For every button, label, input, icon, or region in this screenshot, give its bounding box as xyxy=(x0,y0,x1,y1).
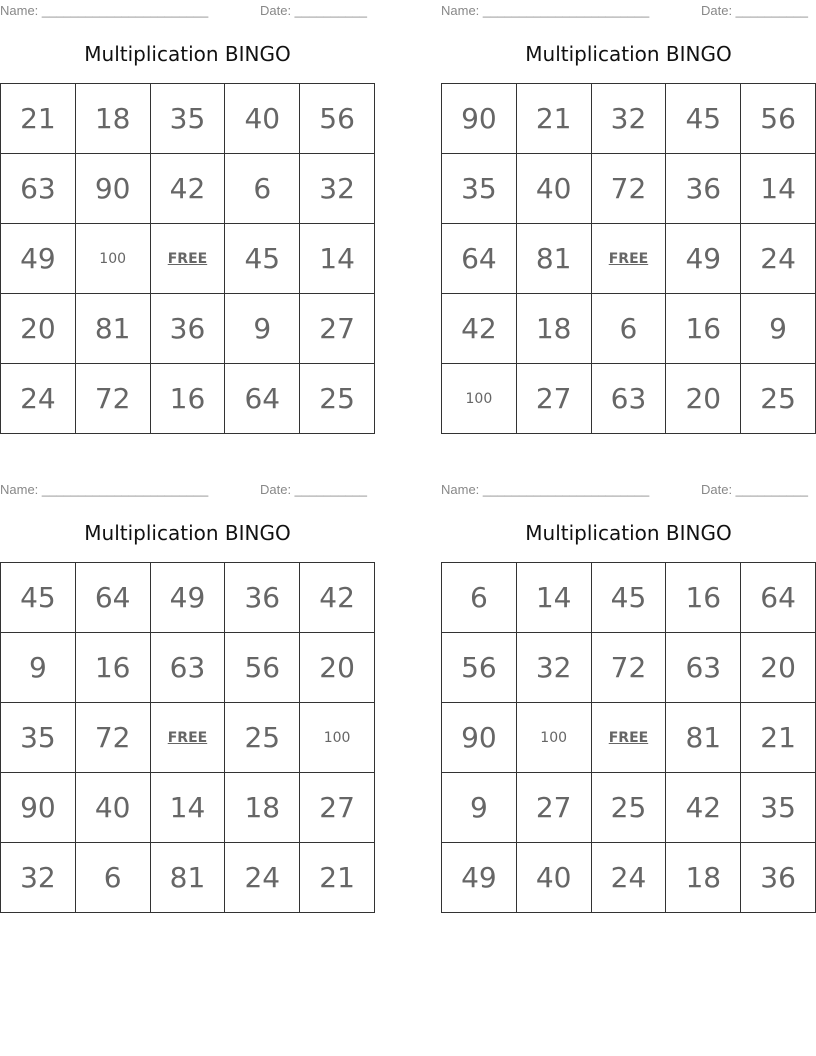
bingo-grid xyxy=(0,562,375,913)
card-title: Multiplication BINGO xyxy=(525,42,732,66)
free-space[interactable]: FREE xyxy=(150,703,225,773)
bingo-cell[interactable]: 63 xyxy=(1,154,76,224)
name-field[interactable]: Name: _______________________ xyxy=(0,3,209,18)
name-field[interactable]: Name: _______________________ xyxy=(441,3,650,18)
bingo-cell[interactable]: 64 xyxy=(75,563,150,633)
bingo-cell[interactable]: 18 xyxy=(75,84,150,154)
name-field[interactable]: Name: _______________________ xyxy=(441,482,650,497)
bingo-row xyxy=(442,294,816,364)
bingo-cell[interactable]: 27 xyxy=(300,294,375,364)
bingo-grid xyxy=(441,562,816,913)
bingo-cell[interactable]: 81 xyxy=(516,224,591,294)
bingo-cell[interactable]: 56 xyxy=(225,633,300,703)
bingo-row xyxy=(1,224,375,294)
date-field[interactable]: Date: __________ xyxy=(701,482,808,497)
bingo-cell[interactable]: 14 xyxy=(150,773,225,843)
bingo-cell[interactable]: 20 xyxy=(741,633,816,703)
bingo-cell[interactable]: 14 xyxy=(741,154,816,224)
bingo-cell[interactable]: 18 xyxy=(225,773,300,843)
bingo-cell[interactable]: 45 xyxy=(666,84,741,154)
bingo-cell[interactable]: 40 xyxy=(225,84,300,154)
bingo-cell[interactable]: 24 xyxy=(1,364,76,434)
bingo-row xyxy=(442,843,816,913)
bingo-cell[interactable]: 42 xyxy=(150,154,225,224)
card-title: Multiplication BINGO xyxy=(84,42,291,66)
bingo-cell[interactable]: 35 xyxy=(150,84,225,154)
bingo-row xyxy=(1,294,375,364)
bingo-cell[interactable]: 63 xyxy=(150,633,225,703)
bingo-cell[interactable]: 16 xyxy=(75,633,150,703)
bingo-cell[interactable]: 35 xyxy=(741,773,816,843)
bingo-cell[interactable]: 90 xyxy=(442,84,517,154)
card-title: Multiplication BINGO xyxy=(525,521,732,545)
bingo-cell[interactable]: 100 xyxy=(442,364,517,434)
bingo-grid xyxy=(0,83,375,434)
bingo-cell[interactable]: 40 xyxy=(75,773,150,843)
bingo-cell[interactable]: 40 xyxy=(516,843,591,913)
bingo-cell[interactable]: 56 xyxy=(741,84,816,154)
bingo-cell[interactable]: 6 xyxy=(442,563,517,633)
bingo-cell[interactable]: 32 xyxy=(300,154,375,224)
date-field[interactable]: Date: __________ xyxy=(701,3,808,18)
bingo-cell[interactable]: 14 xyxy=(516,563,591,633)
bingo-cell[interactable]: 21 xyxy=(1,84,76,154)
bingo-row xyxy=(442,563,816,633)
bingo-row xyxy=(442,154,816,224)
free-space[interactable]: FREE xyxy=(591,703,666,773)
bingo-cell[interactable]: 24 xyxy=(591,843,666,913)
bingo-cell[interactable]: 24 xyxy=(741,224,816,294)
bingo-cell[interactable]: 100 xyxy=(300,703,375,773)
bingo-cell[interactable]: 21 xyxy=(516,84,591,154)
bingo-cell[interactable]: 72 xyxy=(75,703,150,773)
bingo-row xyxy=(1,843,375,913)
bingo-cell[interactable]: 63 xyxy=(666,633,741,703)
bingo-cell[interactable]: 40 xyxy=(516,154,591,224)
bingo-cell[interactable]: 6 xyxy=(75,843,150,913)
bingo-cell[interactable]: 6 xyxy=(591,294,666,364)
bingo-cell[interactable]: 18 xyxy=(666,843,741,913)
bingo-row xyxy=(442,773,816,843)
bingo-cell[interactable]: 27 xyxy=(300,773,375,843)
bingo-cell[interactable]: 45 xyxy=(591,563,666,633)
bingo-cell[interactable]: 16 xyxy=(666,294,741,364)
bingo-cell[interactable]: 21 xyxy=(741,703,816,773)
bingo-cell[interactable]: 42 xyxy=(300,563,375,633)
date-field[interactable]: Date: __________ xyxy=(260,482,367,497)
bingo-row xyxy=(1,563,375,633)
bingo-cell[interactable]: 90 xyxy=(75,154,150,224)
bingo-cell[interactable]: 42 xyxy=(442,294,517,364)
bingo-row xyxy=(1,154,375,224)
bingo-cell[interactable]: 81 xyxy=(150,843,225,913)
bingo-cell[interactable]: 56 xyxy=(300,84,375,154)
bingo-cell[interactable]: 32 xyxy=(1,843,76,913)
bingo-cell[interactable]: 81 xyxy=(75,294,150,364)
name-date-line xyxy=(0,3,375,19)
bingo-cell[interactable]: 32 xyxy=(516,633,591,703)
bingo-row xyxy=(442,633,816,703)
bingo-cell[interactable]: 20 xyxy=(1,294,76,364)
bingo-cell[interactable]: 21 xyxy=(300,843,375,913)
bingo-cell[interactable]: 49 xyxy=(150,563,225,633)
bingo-cell[interactable]: 32 xyxy=(591,84,666,154)
bingo-grid xyxy=(441,83,816,434)
bingo-cell[interactable]: 27 xyxy=(516,364,591,434)
bingo-cell[interactable]: 20 xyxy=(666,364,741,434)
bingo-cell[interactable]: 81 xyxy=(666,703,741,773)
bingo-cell[interactable]: 63 xyxy=(591,364,666,434)
bingo-cell[interactable]: 100 xyxy=(516,703,591,773)
bingo-cell[interactable]: 64 xyxy=(442,224,517,294)
bingo-cell[interactable]: 9 xyxy=(225,294,300,364)
bingo-cell[interactable]: 16 xyxy=(666,563,741,633)
bingo-cell[interactable]: 25 xyxy=(225,703,300,773)
bingo-cell[interactable]: 64 xyxy=(225,364,300,434)
bingo-cell[interactable]: 36 xyxy=(150,294,225,364)
bingo-cell[interactable]: 25 xyxy=(300,364,375,434)
bingo-row xyxy=(1,364,375,434)
bingo-cell[interactable]: 18 xyxy=(516,294,591,364)
bingo-cell[interactable]: 49 xyxy=(666,224,741,294)
bingo-cell[interactable]: 56 xyxy=(442,633,517,703)
bingo-cell[interactable]: 49 xyxy=(442,843,517,913)
bingo-cell[interactable]: 72 xyxy=(75,364,150,434)
bingo-cell[interactable]: 49 xyxy=(1,224,76,294)
bingo-cell[interactable]: 25 xyxy=(591,773,666,843)
bingo-row xyxy=(1,633,375,703)
bingo-cell[interactable]: 36 xyxy=(741,843,816,913)
name-date-line xyxy=(441,3,816,19)
bingo-cell[interactable]: 35 xyxy=(1,703,76,773)
date-field[interactable]: Date: __________ xyxy=(260,3,367,18)
bingo-cell[interactable]: 6 xyxy=(225,154,300,224)
bingo-row xyxy=(442,703,816,773)
bingo-cell[interactable]: 27 xyxy=(516,773,591,843)
bingo-cell[interactable]: 25 xyxy=(741,364,816,434)
bingo-cell[interactable]: 90 xyxy=(442,703,517,773)
bingo-cell[interactable]: 100 xyxy=(75,224,150,294)
bingo-row xyxy=(1,773,375,843)
bingo-cell[interactable]: 24 xyxy=(225,843,300,913)
free-space[interactable]: FREE xyxy=(591,224,666,294)
bingo-row xyxy=(442,364,816,434)
bingo-cell[interactable]: 36 xyxy=(225,563,300,633)
bingo-row xyxy=(1,703,375,773)
bingo-cell[interactable]: 36 xyxy=(666,154,741,224)
name-field[interactable]: Name: _______________________ xyxy=(0,482,209,497)
bingo-row xyxy=(442,224,816,294)
bingo-row xyxy=(1,84,375,154)
bingo-cell[interactable]: 90 xyxy=(1,773,76,843)
bingo-row xyxy=(442,84,816,154)
bingo-cell[interactable]: 16 xyxy=(150,364,225,434)
name-date-line xyxy=(441,482,816,498)
bingo-cell[interactable]: 42 xyxy=(666,773,741,843)
bingo-cell[interactable]: 72 xyxy=(591,633,666,703)
bingo-cell[interactable]: 20 xyxy=(300,633,375,703)
bingo-cell[interactable]: 45 xyxy=(1,563,76,633)
bingo-cell[interactable]: 35 xyxy=(442,154,517,224)
name-date-line xyxy=(0,482,375,498)
bingo-cell[interactable]: 9 xyxy=(442,773,517,843)
bingo-cell[interactable]: 9 xyxy=(741,294,816,364)
card-title: Multiplication BINGO xyxy=(84,521,291,545)
bingo-cell[interactable]: 9 xyxy=(1,633,76,703)
bingo-cell[interactable]: 45 xyxy=(225,224,300,294)
bingo-cell[interactable]: 14 xyxy=(300,224,375,294)
bingo-cell[interactable]: 64 xyxy=(741,563,816,633)
bingo-cell[interactable]: 72 xyxy=(591,154,666,224)
free-space[interactable]: FREE xyxy=(150,224,225,294)
